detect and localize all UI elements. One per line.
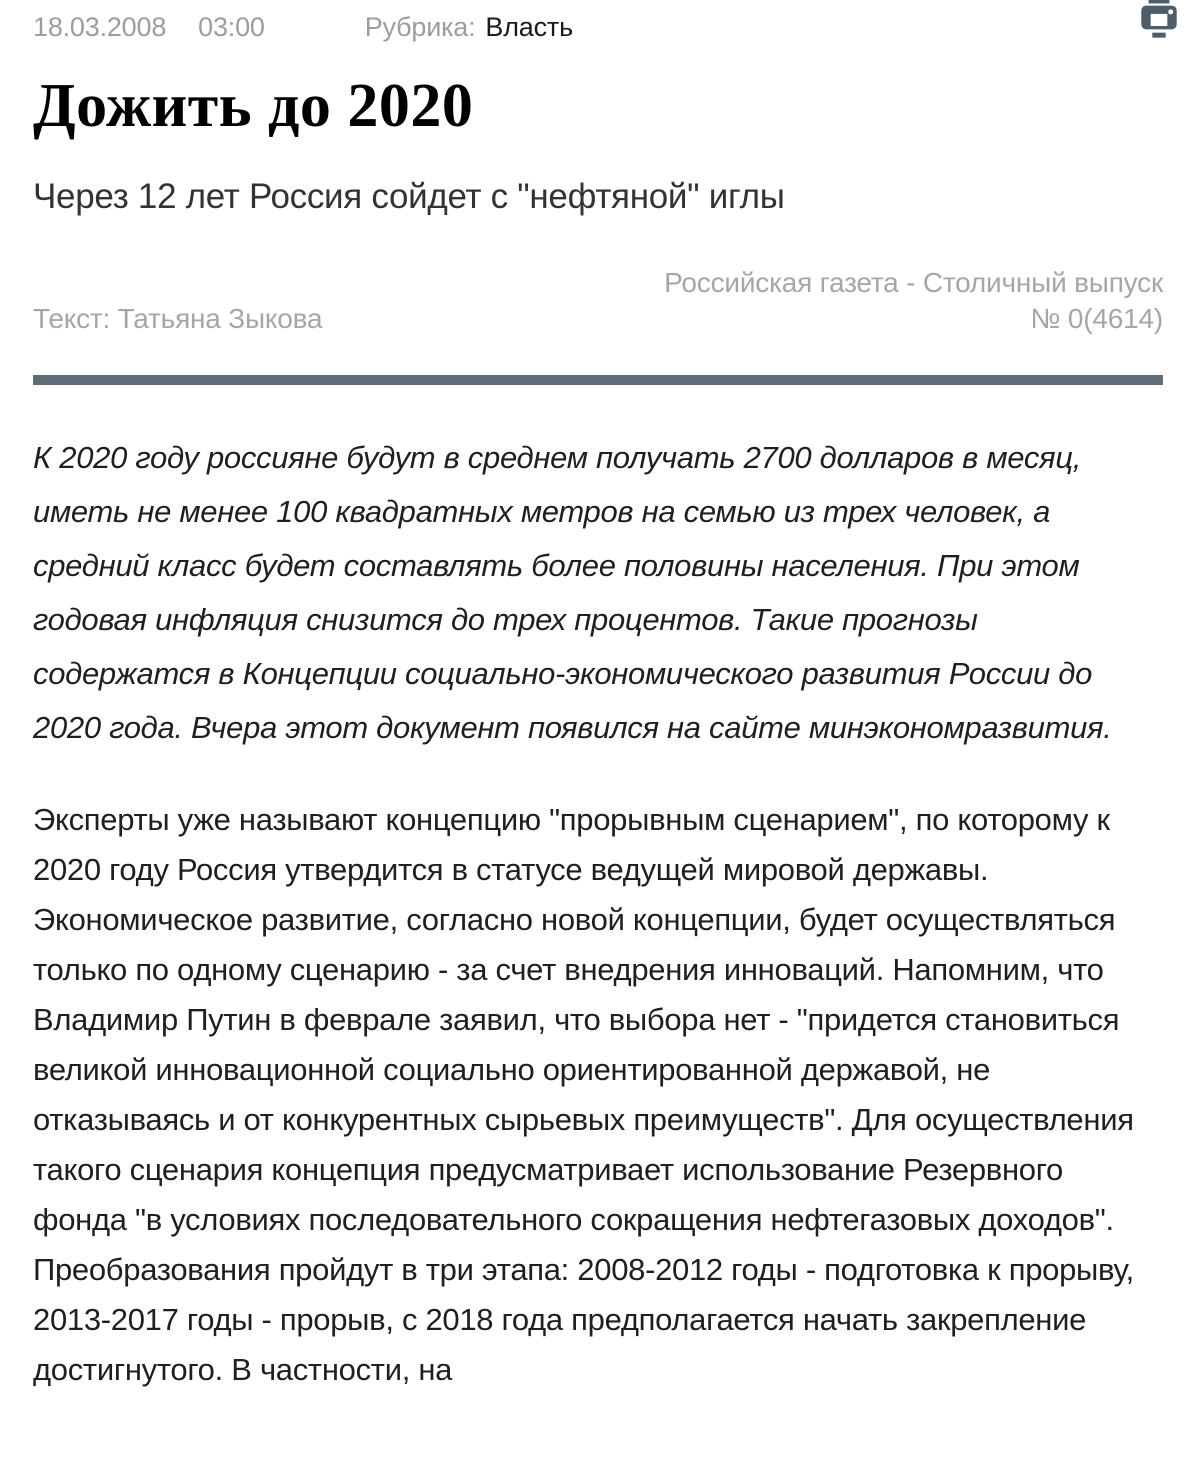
article-header-meta [33, 12, 1163, 43]
article-title: Дожить до 2020 [33, 72, 474, 140]
publication-date: 18.03.2008 [33, 12, 167, 42]
edition-info [664, 265, 1163, 337]
publication-time: 03:00 [198, 12, 265, 42]
edition-link[interactable]: Российская газета - Столичный выпуск [664, 267, 1163, 298]
article-subtitle: Через 12 лет Россия сойдет с "нефтяной" иглы [33, 177, 785, 216]
issue-number-link[interactable]: № 0(4614) [1030, 303, 1163, 334]
article-body-paragraph: Эксперты уже называют концепцию "прорывным сценарием", по которому к 2020 году Россия утвердится в статусе ведущей мировой державы. Экономическое развитие, согласно новой концепции, будет осуществляться только по одному сценарию - за счет внедрения инноваций. Напомним, что Владимир Путин в феврале заявил, что выбора нет - "придется становиться великой инновационной социально ориентированной державой, не отказываясь и от конкурентных сырьевых преимуществ". Для осуществления такого сценария концепция предусматривает использование Резервного фонда "в условиях последовательного сокращения нефтегазовых доходов". Преобразования пройдут в три этапа: 2008-2012 годы - подготовка к прорыву, 2013-2017 годы - прорыв, с 2018 года предполагается начать закрепление достигнутого. В частности, на [33, 802, 1134, 1387]
author-byline[interactable]: Текст: Татьяна Зыкова [33, 303, 323, 334]
rubric-link[interactable]: Власть [485, 12, 573, 42]
article-lead-paragraph: К 2020 году россияне будут в среднем получать 2700 долларов в месяц, иметь не менее 100 квадратных метров на семью из трех человек, а средний класс будет составлять более половины населения. При этом годовая инфляция снизится до трех процентов. Такие прогнозы содержатся в Концепции социально-экономического развития России до 2020 года. Вчера этот документ появился на сайте минэкономразвития. [33, 440, 1112, 745]
byline-row [33, 265, 1163, 337]
rubric-label: Рубрика: [364, 12, 476, 42]
print-button[interactable] [1134, 0, 1184, 46]
printer-icon [1134, 0, 1184, 46]
section-divider [33, 375, 1163, 385]
